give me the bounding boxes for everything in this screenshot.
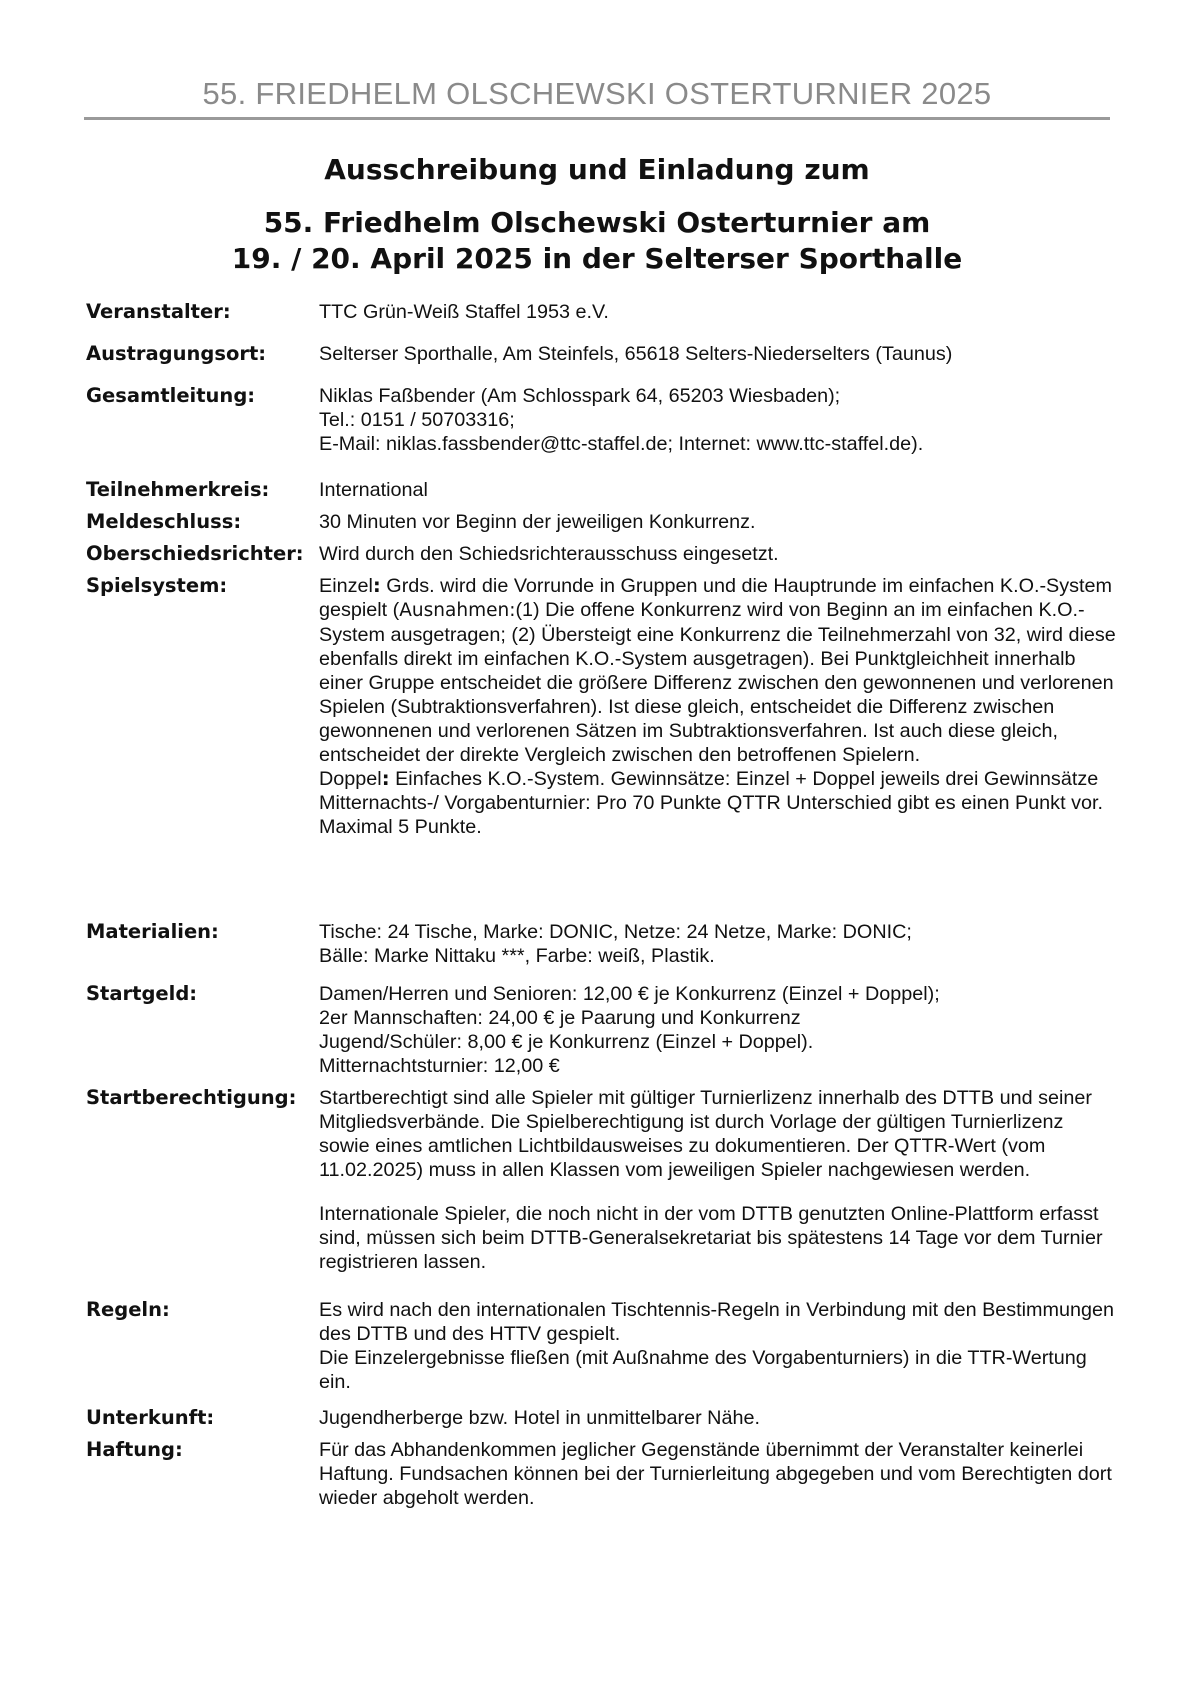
teilnehmerkreis-text: International [319, 479, 428, 501]
section-oberschiedsrichter [86, 542, 1116, 574]
spielsystem-label: Spielsystem: [86, 574, 228, 597]
gesamtleitung-label: Gesamtleitung: [86, 384, 256, 407]
startgeld-label: Startgeld: [86, 982, 198, 1005]
section-startberechtigung [86, 1086, 1116, 1298]
section-spielsystem [86, 574, 1116, 920]
regeln-para1: Es wird nach den internationalen Tischtennis-Regeln in Verbindung mit den Bestimmungen des DTTB und des HTTV gespielt. [319, 1299, 1115, 1345]
gesamtleitung-contact: E-Mail: niklas.fassbender@ttc-staffel.de; Internet: www.ttc-staffel.de). [319, 433, 924, 455]
doppel-term: Doppel [319, 768, 382, 790]
running-title: 55. FRIEDHELM OLSCHEWSKI OSTERTURNIER 2025 [202, 76, 992, 111]
title-line-3: 19. / 20. April 2025 in der Selterser Sporthalle [231, 242, 963, 275]
haftung-text: Für das Abhandenkommen jeglicher Gegenstände übernimmt der Veranstalter keinerlei Haftung. Fundsachen können bei der Turnierleitung abgegeben und vom Berechtigten dort wieder abgeholt werden. [319, 1439, 1112, 1509]
section-austragungsort [86, 342, 1116, 384]
startgeld-jugend: Jugend/Schüler: 8,00 € je Konkurrenz (Einzel + Doppel). [319, 1031, 814, 1053]
startberechtigung-para1: Startberechtigt sind alle Spieler mit gültiger Turnierlizenz innerhalb des DTTB und seiner Mitgliedsverbände. Die Spielberechtigung ist durch Vorlage der gültigen Turnierlizenz sowie eines amtlichen Lichtbildausweises zu dokumentieren. Der QTTR-Wert (vom 11.02.2025) muss in allen Klassen vom jeweiligen Spieler nachgewiesen werden. [319, 1087, 1092, 1181]
austragungsort-text: Selterser Sporthalle, Am Steinfels, 65618 Selters-Niederselters (Taunus) [319, 343, 953, 365]
section-teilnehmerkreis [86, 478, 1116, 510]
haftung-label: Haftung: [86, 1438, 183, 1461]
veranstalter-text: TTC Grün-Weiß Staffel 1953 e.V. [319, 301, 609, 323]
unterkunft-label: Unterkunft: [86, 1406, 215, 1429]
startgeld-damen-herren: Damen/Herren und Senioren: 12,00 € je Konkurrenz (Einzel + Doppel); [319, 983, 940, 1005]
doppel-colon: : [381, 767, 390, 790]
startgeld-mitternacht: Mitternachtsturnier: 12,00 € [319, 1055, 560, 1077]
regeln-label: Regeln: [86, 1298, 170, 1321]
spielsystem-einzel [319, 574, 1116, 767]
oberschiedsrichter-label: Oberschiedsrichter: [86, 542, 304, 565]
veranstalter-label: Veranstalter: [86, 300, 231, 323]
doppel-text: Einfaches K.O.-System. Gewinnsätze: Einzel + Doppel jeweils drei Gewinnsätze [389, 768, 1099, 790]
unterkunft-text: Jugendherberge bzw. Hotel in unmittelbarer Nähe. [319, 1407, 760, 1429]
einzel-text-a: Grds. wird die Vorrunde in Gruppen und die Hauptrunde im einfachen K.O.-System gespielt ( [319, 575, 1113, 621]
running-header [84, 72, 1110, 120]
oberschiedsrichter-text: Wird durch den Schiedsrichterausschuss eingesetzt. [319, 543, 779, 565]
section-meldeschluss [86, 510, 1116, 542]
materialien-label: Materialien: [86, 920, 219, 943]
section-regeln [86, 1298, 1116, 1406]
startberechtigung-label: Startberechtigung: [86, 1086, 297, 1109]
materialien-tische: Tische: 24 Tische, Marke: DONIC, Netze: 24 Netze, Marke: DONIC; [319, 921, 912, 943]
section-startgeld [86, 982, 1116, 1086]
section-materialien [86, 920, 1116, 982]
meldeschluss-text: 30 Minuten vor Beginn der jeweiligen Konkurrenz. [319, 511, 756, 533]
section-gesamtleitung [86, 384, 1116, 478]
gesamtleitung-address: Niklas Faßbender (Am Schlosspark 64, 65203 Wiesbaden); [319, 385, 841, 407]
section-haftung [86, 1438, 1116, 1518]
spielsystem-mitternacht: Mitternachts-/ Vorgabenturnier: Pro 70 Punkte QTTR Unterschied gibt es einen Punkt vor. Maximal 5 Punkte. [319, 792, 1103, 838]
document-title [84, 150, 1110, 190]
einzel-term: Einzel [319, 575, 373, 597]
ausnahmen-term: Ausnahmen: [399, 600, 516, 621]
spielsystem-doppel [319, 767, 1116, 791]
document-subtitle [84, 205, 1110, 277]
startgeld-mannschaften: 2er Mannschaften: 24,00 € je Paarung und Konkurrenz [319, 1007, 801, 1029]
regeln-para2: Die Einzelergebnisse fließen (mit Außnahme des Vorgabenturniers) in die TTR-Wertung ein. [319, 1347, 1087, 1393]
title-line-1: Ausschreibung und Einladung zum [324, 153, 870, 186]
materialien-baelle: Bälle: Marke Nittaku ***, Farbe: weiß, Plastik. [319, 945, 715, 967]
austragungsort-label: Austragungsort: [86, 342, 267, 365]
einzel-text-b: (1) Die offene Konkurrenz wird von Beginn an im einfachen K.O.-System ausgetragen; (2) Übersteigt eine Konkurrenz die Teilnehmerzahl von 32, wird diese ebenfalls direkt im einfachen K.O.-System ausgetragen). Bei Punktgleichheit innerhalb einer Gruppe entscheidet die größere Differenz zwischen den gewonnenen und verlorenen Spielen (Subtraktionsverfahren). Ist diese gleich, entscheidet die Differenz zwischen gewonnenen und verlorenen Sätzen im Subtraktionsverfahren. Ist auch diese gleich, entscheidet der direkte Vergleich zwischen den betroffenen Spielern. [319, 599, 1116, 766]
teilnehmerkreis-label: Teilnehmerkreis: [86, 478, 270, 501]
gesamtleitung-phone: Tel.: 0151 / 50703316; [319, 409, 515, 431]
section-unterkunft [86, 1406, 1116, 1438]
section-veranstalter [86, 300, 1116, 342]
startberechtigung-para2: Internationale Spieler, die noch nicht in der vom DTTB genutzten Online-Plattform erfasst sind, müssen sich beim DTTB-Generalsekretariat bis spätestens 14 Tage vor dem Turnier registrieren lassen. [319, 1203, 1103, 1273]
tournament-details [86, 300, 1116, 1518]
meldeschluss-label: Meldeschluss: [86, 510, 242, 533]
title-line-2: 55. Friedhelm Olschewski Osterturnier am [263, 206, 931, 239]
einzel-colon: : [372, 574, 381, 597]
